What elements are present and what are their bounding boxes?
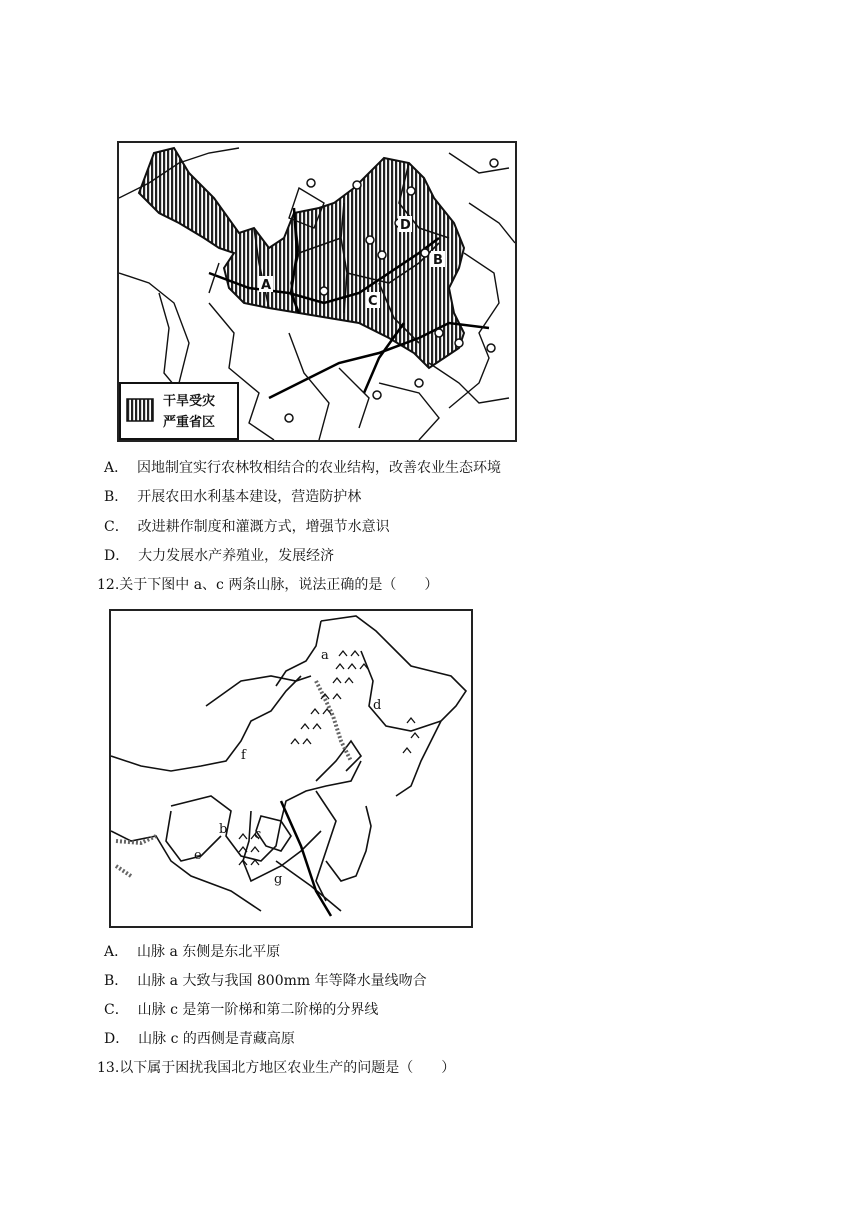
q11-option-a: A． 因地制宜实行农林牧相结合的农业结构，改善农业生态环境 xyxy=(104,460,502,476)
drought-map-figure xyxy=(119,143,515,440)
legend-hatch-swatch xyxy=(127,399,153,421)
legend-line-2: 严重省区 xyxy=(163,415,216,430)
q12-option-b: B． 山脉 a 大致与我国 800mm 年等降水量线吻合 xyxy=(104,973,427,989)
q11-option-b: B． 开展农田水利基本建设，营造防护林 xyxy=(104,489,362,505)
drought-map xyxy=(117,141,517,442)
mountain-map-figure xyxy=(111,611,471,926)
map1-label-b: B xyxy=(433,253,443,268)
q11-option-d: D． 大力发展水产养殖业，发展经济 xyxy=(104,548,335,564)
map2-label-b: b xyxy=(219,822,228,837)
q12-option-d: D． 山脉 c 的西侧是青藏高原 xyxy=(104,1031,295,1047)
q12-option-c: C． 山脉 c 是第一阶梯和第二阶梯的分界线 xyxy=(104,1002,379,1018)
map1-label-d: D xyxy=(400,218,411,233)
map2-label-d: d xyxy=(373,698,382,713)
mountain-map xyxy=(109,609,473,928)
drought-region xyxy=(139,148,464,368)
map1-label-a: A xyxy=(261,278,272,293)
q12-stem: 12.关于下图中 a、c 两条山脉，说法正确的是（ ） xyxy=(97,577,439,593)
q13-stem: 13.以下属于困扰我国北方地区农业生产的问题是（ ） xyxy=(97,1060,456,1076)
map2-label-e: e xyxy=(194,848,202,863)
map1-label-c: C xyxy=(368,294,378,309)
map1-legend xyxy=(120,383,238,439)
map2-label-c: c xyxy=(254,827,262,842)
q11-option-c: C． 改进耕作制度和灌溉方式，增强节水意识 xyxy=(104,519,390,535)
map2-label-a: a xyxy=(321,648,329,663)
map2-label-f: f xyxy=(241,748,246,763)
q12-option-a: A． 山脉 a 东侧是东北平原 xyxy=(104,944,281,960)
legend-line-1: 干旱受灾 xyxy=(163,394,216,409)
map2-label-g: g xyxy=(274,872,283,887)
